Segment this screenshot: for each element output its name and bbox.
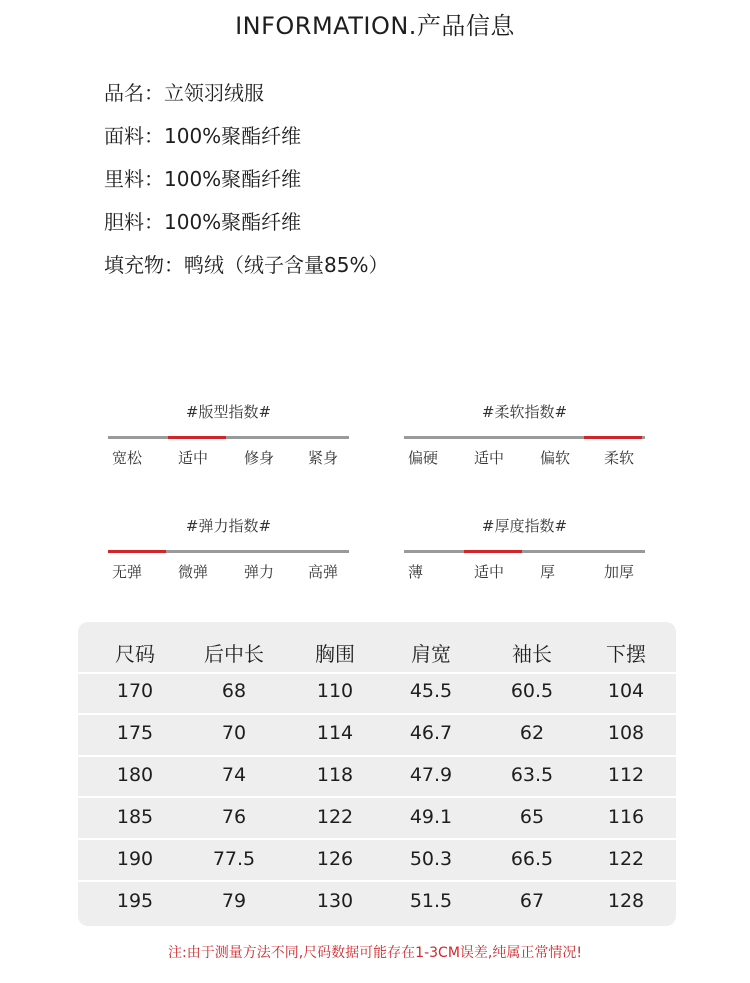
row-divider [78,755,676,757]
product-info-list [104,72,388,287]
index-selected-marker [584,436,642,439]
info-label: 填充物： [104,253,184,277]
table-cell: 116 [607,806,645,828]
index-bar [108,436,349,439]
column-header: 袖长 [512,642,552,666]
index-option: 柔软 [604,449,635,467]
table-cell: 126 [316,848,354,870]
index-option: 加厚 [604,563,635,581]
index-option: 弹力 [244,563,275,581]
info-value: 100%聚酯纤维 [164,124,302,148]
table-cell: 50.3 [409,848,453,870]
table-cell: 66.5 [510,848,554,870]
info-value: 100%聚酯纤维 [164,167,302,191]
index-labels [108,447,349,473]
index-bar [404,550,645,553]
index-labels [404,561,645,587]
table-cell: 175 [116,722,154,744]
table-cell: 122 [607,848,645,870]
table-cell: 51.5 [409,890,453,912]
index-fit [108,400,349,473]
table-cell: 108 [607,722,645,744]
table-cell: 47.9 [409,764,453,786]
table-cell: 68 [221,680,247,702]
table-cell: 49.1 [409,806,453,828]
table-cell: 104 [607,680,645,702]
table-cell: 45.5 [409,680,453,702]
info-value: 鸭绒（绒子含量85%） [184,253,389,277]
index-option: 宽松 [112,449,143,467]
info-row-filling [104,244,388,287]
row-divider [78,838,676,840]
table-cell: 65 [519,806,545,828]
info-row-fabric [104,115,388,158]
table-cell: 70 [221,722,247,744]
index-option: 修身 [244,449,275,467]
index-title: #柔软指数# [481,403,568,421]
index-option: 适中 [178,449,209,467]
table-cell: 63.5 [510,764,554,786]
table-cell: 60.5 [510,680,554,702]
index-option: 厚 [540,563,556,581]
table-cell: 128 [607,890,645,912]
index-bar [404,436,645,439]
index-option: 偏软 [540,449,571,467]
index-softness [404,400,645,473]
index-title: #厚度指数# [481,517,568,535]
table-cell: 79 [221,890,247,912]
measurement-note: 注:由于测量方法不同,尺码数据可能存在1-3CM误差,纯属正常情况! [168,945,582,961]
index-elasticity [108,514,349,587]
index-labels [404,447,645,473]
size-table [78,622,676,926]
table-cell: 195 [116,890,154,912]
column-header: 后中长 [204,642,264,666]
page-title: INFORMATION.产品信息 [235,12,515,40]
info-label: 胆料： [104,210,164,234]
index-option: 无弹 [112,563,143,581]
index-option: 紧身 [308,449,339,467]
table-cell: 118 [316,764,354,786]
index-option: 薄 [408,563,424,581]
table-cell: 190 [116,848,154,870]
table-cell: 77.5 [212,848,256,870]
column-header: 下摆 [606,642,646,666]
table-cell: 122 [316,806,354,828]
table-cell: 170 [116,680,154,702]
info-label: 品名： [104,81,164,105]
index-option: 适中 [474,563,505,581]
table-cell: 112 [607,764,645,786]
index-labels [108,561,349,587]
info-label: 面料： [104,124,164,148]
index-option: 微弹 [178,563,209,581]
row-divider [78,880,676,882]
table-cell: 185 [116,806,154,828]
index-title: #版型指数# [185,403,272,421]
row-divider [78,672,676,674]
row-divider [78,796,676,798]
table-cell: 180 [116,764,154,786]
table-cell: 46.7 [409,722,453,744]
table-cell: 67 [519,890,545,912]
info-row-name [104,72,388,115]
info-value: 立领羽绒服 [164,81,264,105]
index-option: 高弹 [308,563,339,581]
index-title: #弹力指数# [185,517,272,535]
column-header: 尺码 [115,642,155,666]
table-cell: 114 [316,722,354,744]
table-cell: 110 [316,680,354,702]
index-bar [108,550,349,553]
table-cell: 76 [221,806,247,828]
info-row-lining [104,158,388,201]
info-value: 100%聚酯纤维 [164,210,302,234]
index-thickness [404,514,645,587]
info-label: 里料： [104,167,164,191]
column-header: 肩宽 [411,642,451,666]
index-selected-marker [464,550,522,553]
index-selected-marker [108,550,166,553]
table-cell: 130 [316,890,354,912]
index-selected-marker [168,436,226,439]
index-option: 适中 [474,449,505,467]
column-header: 胸围 [315,642,355,666]
index-option: 偏硬 [408,449,439,467]
info-row-inner [104,201,388,244]
table-cell: 62 [519,722,545,744]
row-divider [78,713,676,715]
table-cell: 74 [221,764,247,786]
